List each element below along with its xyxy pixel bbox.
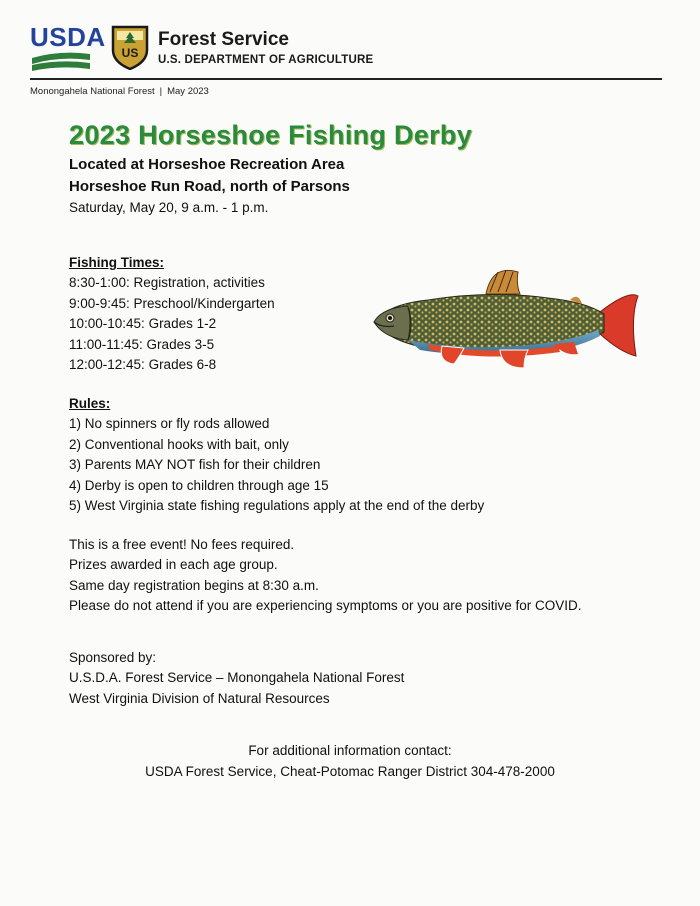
list-item: 12:00-12:45: Grades 6-8 [69, 357, 217, 373]
list-item: 5) West Virginia state fishing regulations apply at the end of the derby [69, 498, 485, 514]
list-item: 11:00-11:45: Grades 3-5 [69, 336, 215, 352]
forest-service-shield-icon [110, 24, 150, 70]
info-line: Same day registration begins at 8:30 a.m. [69, 577, 319, 593]
sponsors-heading: Sponsored by: [69, 650, 157, 665]
usda-logo-text: USDA [30, 22, 106, 52]
event-title: 2023 Horseshoe Fishing Derby [69, 120, 473, 150]
contact-line-2: USDA Forest Service, Cheat-Potomac Ranger District 304-478-2000 [145, 764, 555, 779]
usda-swoosh-icon [30, 24, 92, 72]
list-item: 3) Parents MAY NOT fish for their children [69, 457, 321, 473]
list-item: 9:00-9:45: Preschool/Kindergarten [69, 295, 275, 311]
rules-heading: Rules: [69, 396, 111, 411]
agency-name: Forest Service [158, 29, 289, 50]
info-line: Please do not attend if you are experiencing symptoms or you are positive for COVID. [69, 598, 582, 614]
fishing-times-heading: Fishing Times: [69, 255, 165, 270]
location-line-2: Horseshoe Run Road, north of Parsons [69, 178, 350, 195]
list-item: 4) Derby is open to children through age 15 [69, 477, 329, 493]
trout-illustration-icon [368, 260, 640, 378]
sponsor-item: West Virginia Division of Natural Resources [69, 690, 330, 706]
info-line: Prizes awarded in each age group. [69, 557, 278, 573]
location-line-1: Located at Horseshoe Recreation Area [69, 156, 345, 173]
shield-text: US [121, 46, 139, 60]
list-item: 2) Conventional hooks with bait, only [69, 436, 289, 452]
contact-line-1: For additional information contact: [248, 743, 452, 758]
publish-date: May 2023 [167, 86, 209, 97]
contact-section [0, 740, 700, 782]
header-meta: Monongahela National Forest | May 2023 [30, 86, 209, 97]
event-datetime: Saturday, May 20, 9 a.m. - 1 p.m. [69, 200, 269, 215]
rules-section [69, 394, 484, 516]
fishing-times-section [69, 253, 275, 375]
sponsors-section [69, 648, 404, 709]
info-line: This is a free event! No fees required. [69, 537, 295, 552]
usda-logo [30, 22, 106, 72]
sponsor-item: U.S.D.A. Forest Service – Monongahela National Forest [69, 670, 405, 686]
forest-name: Monongahela National Forest [30, 86, 155, 97]
department-name: U.S. DEPARTMENT OF AGRICULTURE [158, 54, 374, 66]
list-item: 8:30-1:00: Registration, activities [69, 275, 265, 291]
list-item: 1) No spinners or fly rods allowed [69, 416, 270, 432]
page-header [30, 24, 662, 76]
list-item: 10:00-10:45: Grades 1-2 [69, 316, 217, 332]
event-info-section [69, 535, 582, 617]
header-divider [30, 78, 662, 80]
